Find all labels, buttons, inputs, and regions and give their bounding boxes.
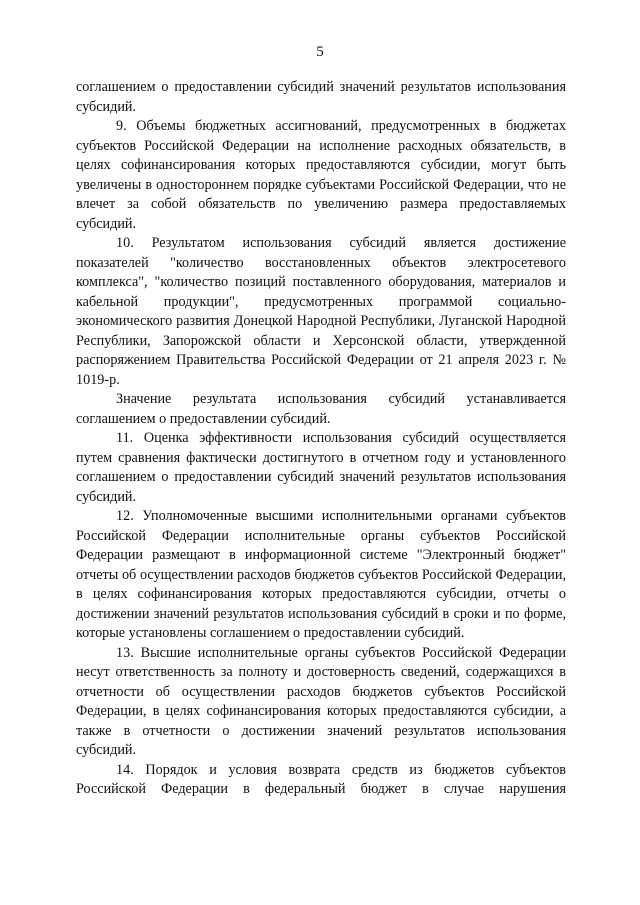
paragraph-item-12: 12. Уполномоченные высшими исполнительными органами субъектов Российской Федерации исполнительные органы субъектов Российской Федерации размещают в информационной системе "Электронный бюджет" отчеты об осуществлении расходов бюджетов субъектов Российской Федерации, в целях софинансирования которых предоставляются субсидии, отчеты о достижении значений результатов использования субсидий в сроки и по форме, которые установлены соглашением о предоставлении субсидий. [76,508,566,641]
paragraph-continuation: соглашением о предоставлении субсидий значений результатов использования субсидий. [76,79,566,115]
paragraph-item-10: 10. Результатом использования субсидий является достижение показателей "количество восстановленных объектов электросетевого комплекса", "количество позиций поставленного оборудования, материалов и кабельной продукции", предусмотренных программой социально-экономического развития Донецкой Народной Республики, Луганской Народной Республики, Запорожской области и Херсонской области, утвержденной распоряжением Правительства Российской Федерации от 21 апреля 2023 г. № 1019-р. [76,235,566,388]
paragraph-result-value: Значение результата использования субсидий устанавливается соглашением о предоставлении субсидий. [76,391,566,427]
paragraph-item-11: 11. Оценка эффективности использования субсидий осуществляется путем сравнения фактически достигнутого в отчетном году и установленного соглашением о предоставлении субсидий значений результатов использования субсидий. [76,430,566,505]
page-number: 5 [316,44,324,60]
paragraph-item-9: 9. Объемы бюджетных ассигнований, предусмотренных в бюджетах субъектов Российской Федерации на исполнение расходных обязательств, в целях софинансирования которых предоставляются субсидии, могут быть увеличены в одностороннем порядке субъектами Российской Федерации, что не влечет за собой обязательств по увеличению размера предоставляемых субсидий. [76,118,566,232]
paragraph-item-14: 14. Порядок и условия возврата средств из бюджетов субъектов Российской Федерации в федеральный бюджет в случае нарушения [76,761,566,797]
paragraph-item-13: 13. Высшие исполнительные органы субъектов Российской Федерации несут ответственность за полноту и достоверность сведений, содержащихся в отчетности об осуществлении расходов бюджетов субъектов Российской Федерации, в целях софинансирования которых предоставляются субсидии, а также в отчетности о достижении значений результатов использования субсидий. [76,644,566,758]
document-body [76,78,566,800]
